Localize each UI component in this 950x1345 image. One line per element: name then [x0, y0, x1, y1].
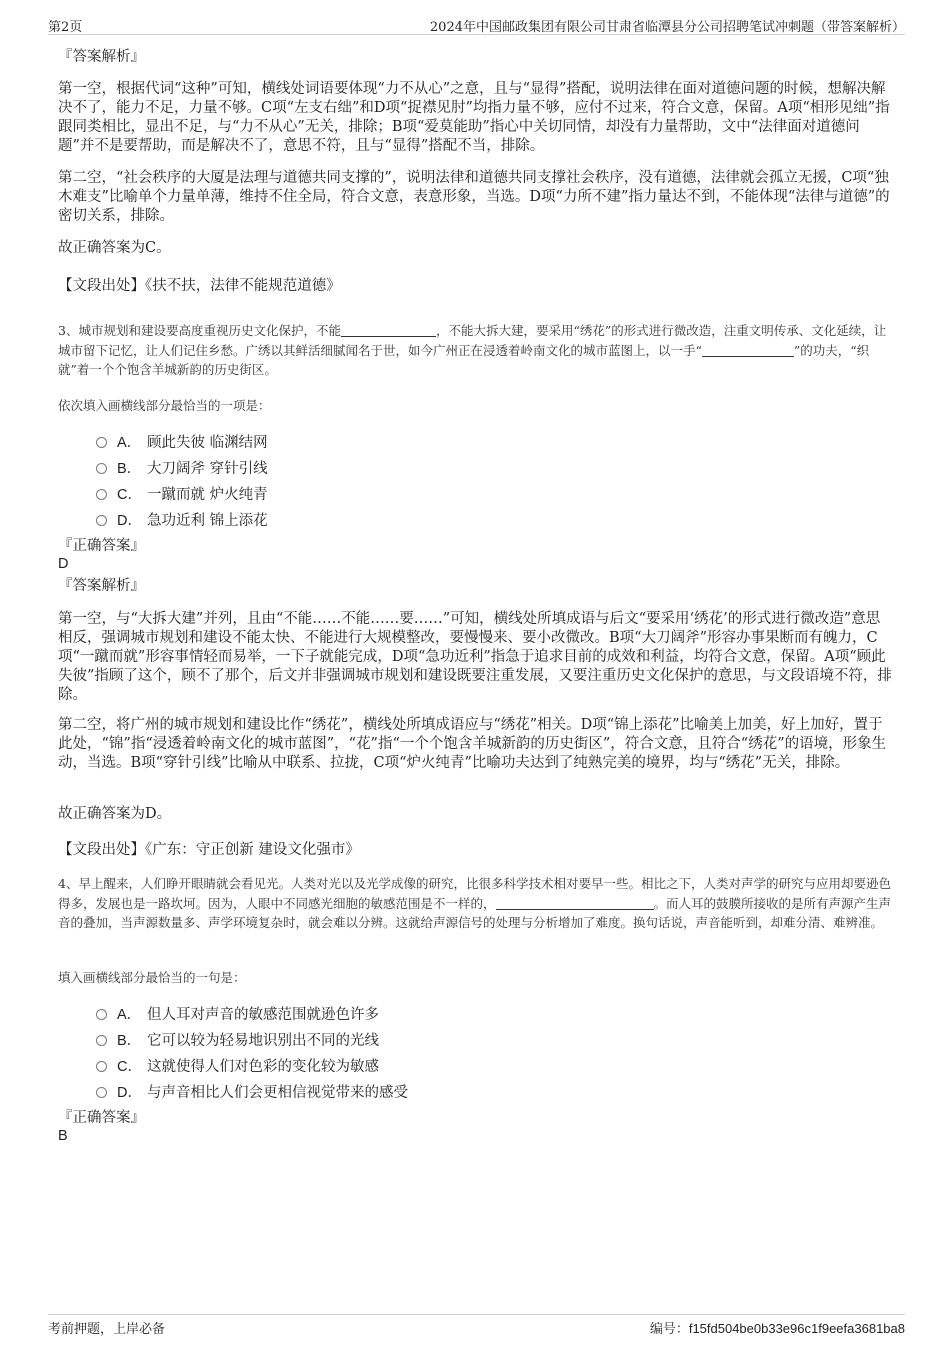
- radio-icon[interactable]: [96, 1009, 107, 1020]
- q2-analysis-label: 『答案解析』: [58, 49, 145, 65]
- document-title: 2024年中国邮政集团有限公司甘肃省临潭县分公司招聘笔试冲刺题（带答案解析）: [429, 20, 905, 35]
- radio-icon[interactable]: [96, 1061, 107, 1072]
- source-text: 《广东：守正创新 建设文化强市》: [145, 842, 360, 858]
- q4-option-b[interactable]: B． 它可以较为轻易地识别出不同的光线: [96, 1029, 379, 1049]
- q3-option-d[interactable]: D． 急功近利 锦上添花: [96, 509, 268, 529]
- q3-analysis-para1: 第一空，与“大拆大建”并列，且由“不能……不能……要……”可知，横线处所填成语与后文“要采用‘绣花’的形式进行微改造”意思相反，强调城市规划和建设不能太快、不能进行大规模整改，要慢慢来、要小改微改。B项“大刀阔斧”形容办事果断而有魄力，C项“一蹴而就”形容事情轻而易举，一下子就能完成，D项“急功近利”指急于追求目前的成效和利益，均符合文意，保留。A项“顾此失彼”指顾了这个，顾不了那个，后文并非强调城市规划和建设既要注重发展，又要注重历史文化保护的意思，与文段语境不符，排除。: [58, 611, 892, 703]
- q3-option-a[interactable]: A． 顾此失彼 临渊结网: [96, 431, 268, 451]
- source-text: 《扶不扶，法律不能规范道德》: [145, 278, 341, 294]
- q3-option-b[interactable]: B． 大刀阔斧 穿针引线: [96, 457, 268, 477]
- answer-blank: [496, 897, 654, 910]
- answer-blank: [341, 324, 436, 337]
- radio-icon[interactable]: [96, 437, 107, 448]
- page-number: 第2页: [48, 20, 83, 35]
- q2-analysis-para2: 第二空，“社会秩序的大厦是法理与道德共同支撑的”，说明法律和道德共同支撑社会秩序，没有道德，法律就会孤立无援，C项“独木难支”比喻单个力量单薄，维持不住全局，符合文意，表意形象，当选。D项“力所不建”指力量达不到，不能体现“法律与道德”的密切关系，排除。: [58, 170, 890, 224]
- q3-correct-answer: D: [58, 556, 69, 572]
- q2-analysis-para1: 第一空，根据代词“这种”可知，横线处词语要体现“力不从心”之意，且与“显得”搭配，说明法律在面对道德问题的时候，想解决解决不了，能力不足，力量不够。C项“左支右绌”和D项“捉襟见肘”均指力量不够，应付不过来，符合文意，保留。A项“相形见绌”指跟同类相比，显出不足，与“力不从心”无关，排除；B项“爱莫能助”指心中关切同情，却没有力量帮助，文中“法律面对道德问题”并不是要帮助，而是解决不了，意思不符，且与“显得”搭配不当，排除。: [58, 81, 890, 154]
- page-footer: [48, 1314, 905, 1338]
- q3-option-c[interactable]: C． 一蹴而就 炉火纯青: [96, 483, 268, 503]
- q3-analysis-label: 『答案解析』: [58, 578, 145, 594]
- q2-source: [58, 274, 894, 295]
- q4-correct-label: 『正确答案』: [58, 1110, 145, 1126]
- radio-icon[interactable]: [96, 1035, 107, 1046]
- radio-icon[interactable]: [96, 515, 107, 526]
- radio-icon[interactable]: [96, 489, 107, 500]
- q3-analysis-para2: 第二空，将广州的城市规划和建设比作“绣花”，横线处所填成语应与“绣花”相关。D项“锦上添花”比喻美上加美，好上加好，置于此处，“锦”指“浸透着岭南文化的城市蓝图”，“花”指“一个个饱含羊城新韵的历史街区”，符合文意，且符合“绣花”的语境，形象生动，当选。B项“穿针引线”比喻从中联系、拉拢，C项“炉火纯青”比喻功夫达到了纯熟完美的境界，均与“绣花”无关，排除。: [58, 717, 887, 771]
- footer-slogan: 考前押题，上岸必备: [48, 1322, 166, 1337]
- page-header: [48, 14, 905, 35]
- q3-instruction: 依次填入画横线部分最恰当的一项是：: [58, 398, 271, 413]
- q4-option-d[interactable]: D． 与声音相比人们会更相信视觉带来的感受: [96, 1081, 408, 1101]
- source-label: 【文段出处】: [58, 842, 145, 858]
- radio-icon[interactable]: [96, 1087, 107, 1098]
- q3-source: [58, 838, 894, 859]
- q3-conclusion: 故正确答案为D。: [58, 806, 172, 822]
- answer-blank: [702, 344, 794, 357]
- q3-stem: 3、城市规划和建设要高度重视历史文化保护，不能 ，不能大拆大建，要采用“绣花”的形式进行微改造，注重文明传承、文化延续，让城市留下记忆，让人们记住乡愁。广绣以其鲜活细腻闻名于世，如今广州正在浸透着岭南文化的城市蓝图上，以一手“ ”的功夫，“织就”着一个个饱含羊城新韵的历史街区。: [58, 323, 887, 377]
- q4-instruction: 填入画横线部分最恰当的一句是：: [58, 970, 246, 985]
- q2-conclusion: 故正确答案为C。: [58, 240, 171, 256]
- document-id: 编号：f15fd504be0b33e96c1f9eefa3681ba8: [649, 1321, 905, 1336]
- q4-option-a[interactable]: A． 但人耳对声音的敏感范围就逊色许多: [96, 1003, 379, 1023]
- q4-stem: 4、早上醒来，人们睁开眼睛就会看见光。人类对光以及光学成像的研究，比很多科学技术相对要早一些。相比之下，人类对声学的研究与应用却要逊色得多，发展也是一路坎坷。因为，人眼中不同感光细胞的敏感范围是不一样的， 。而人耳的鼓膜所接收的是所有声源产生声音的叠加，当声源数量多、声学环境复杂时，就会难以分辨。这就给声源信号的处理与分析增加了难度。换句话说，声音能听到，却难分清、难辨准。: [58, 876, 892, 930]
- q4-correct-answer: B: [58, 1128, 68, 1144]
- q3-correct-label: 『正确答案』: [58, 538, 145, 554]
- radio-icon[interactable]: [96, 463, 107, 474]
- q4-option-c[interactable]: C． 这就使得人们对色彩的变化较为敏感: [96, 1055, 379, 1075]
- source-label: 【文段出处】: [58, 278, 145, 294]
